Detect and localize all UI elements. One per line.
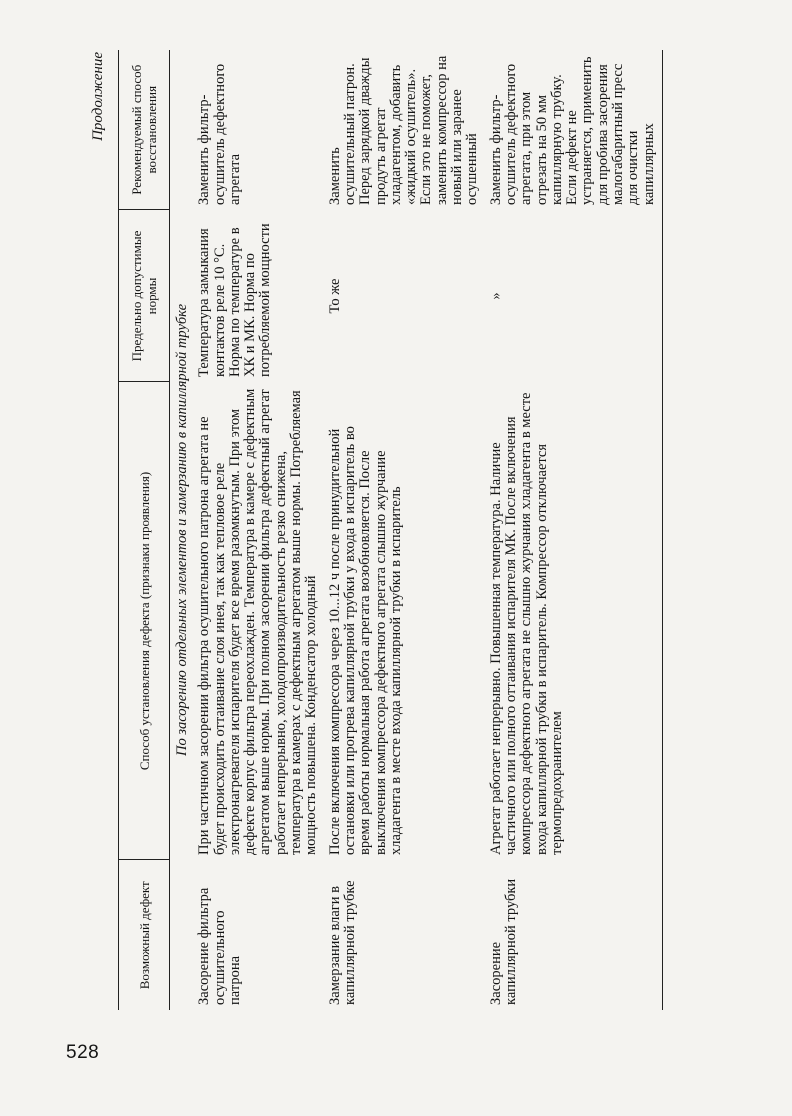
restoration-cell: Заменить фильтр-осушитель дефектного агрегата [196,63,243,205]
continuation-label: Продолжение [90,52,106,141]
defect-cell: Засорение фильтра осушительного патрона [196,887,243,1005]
defects-table [118,50,663,1010]
detection-cell: Агрегат работает непрерывно. Повышенная температура. Наличие частичного или полного оттаивания испарителя МК. После включения компрессора дефектного агрегата не слышно журчания хладагента в месте входа капиллярной трубки в испаритель. Компрессор отключается термопредохранителем [486,382,663,860]
restoration-cell: Заменить осушительный патрон. Перед зарядкой дважды продуть агрегат хладагентом, добавить «жидкий осушитель». Если это не поможет, заменить компрессор на новый или заранее осушенный [326,55,481,205]
defect-cell: Замерзание влаги в капиллярной трубке [326,880,358,1005]
header-norms: Предельно допустимые нормы [119,210,170,382]
header-restoration: Рекомендуемый способ восстановления [119,50,170,210]
norms-cell: То же [326,278,343,314]
section-row [170,50,195,1010]
page-number: 528 [66,1042,100,1063]
detection-cell: При частичном засорении фильтра осушительного патрона агрегата не будет происходить оттаивание слоя инея, так как тепловое реле электронагревателя испарителя будет все время разомкнутым. При этом дефекте корпус фильтра переохлажден. Температура в камере с дефектным агрегатом выше нормы. При полном засорении фильтра дефектный агрегат работает непрерывно, холодопроизводительность резко снижена, температура в камерах с дефектным агрегатом выше нормы. Потребляемая мощность повышена. Конденсатор холодный [196,388,320,855]
table-row [194,50,324,1010]
header-detection: Способ установления дефекта (признаки проявления) [119,382,170,860]
restoration-cell: Заменить фильтр-осушитель дефектного агрегата, при этом отрезать на 50 мм капиллярную трубку. Если дефект не устраняется, применить для пробива засорения малогабаритный пресс для очистки капиллярных [486,50,663,210]
norms-cell: » [486,210,663,382]
table-row [486,50,663,1010]
table-row [325,50,486,1010]
defect-cell: Засорение капиллярной трубки [486,860,663,1010]
header-defect: Возможный дефект [119,860,170,1010]
rotated-page-content [88,50,708,1010]
table-header-row [119,50,170,1010]
norms-cell: Температура замыкания контактов реле 10 °С. Норма по температуре в ХК и МК. Норма по потребляемой мощности [196,223,274,377]
detection-cell: После включения компрессора через 10...12 ч после принудительной остановки или прогрева капиллярной трубки у входа в испаритель во время работы нормальная работа агрегата возобновляется. После выключения компрессора дефектного агрегата слышно журчание хладагента в месте входа капиллярной трубки в испаритель [326,426,404,855]
section-title: По засорению отдельных элементов и замерзанию в капиллярной трубке [174,303,190,757]
